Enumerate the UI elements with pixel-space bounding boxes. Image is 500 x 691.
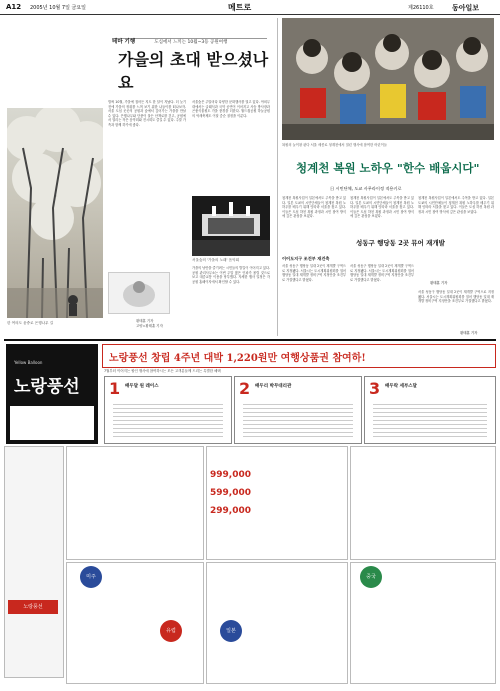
ginkgo-road-photo (7, 108, 103, 318)
ad-tag-2: 유럽 (160, 620, 182, 642)
cheonggye-byline: 황태훈 기자 (430, 281, 448, 285)
brand-promo-box (10, 406, 94, 440)
promo-number-2: 2 (239, 379, 251, 398)
theme-byline-2: 고양=황태훈 기자 (136, 324, 163, 328)
stage-photo-caption: 서울숲의 '가을의 노래' 음악회 (192, 258, 240, 262)
theme-kicker-bar (112, 28, 267, 45)
theme-byline-1: 황태훈 기자 (136, 319, 154, 323)
brand-sub-label: Yellow Balloon (14, 360, 43, 365)
promo-banner (102, 344, 496, 368)
promo-box-3 (364, 376, 496, 444)
cheonggye-body-col3: 청계천 복원사업이 일본에서도 주목을 받고 있다. 일본 도쿄의 시민단체들이 청계천 복원 노하우를 배우기 위해 잇따라 서울을 찾고 있다. 이들은 도심 하천 복원 과정과 시민 참여 방식에 깊은 관심을 보였다. (418, 196, 494, 214)
promo-box-2-list (243, 401, 353, 439)
ad-left-column (4, 446, 64, 678)
page-number: A12 (6, 3, 22, 11)
ad-price-2: 599,000 (210, 488, 251, 498)
ad-cell-2 (206, 446, 348, 560)
ginkgo-photo-caption: 한 여의도 윤중로 은행나무 길 (7, 321, 54, 325)
page-header (0, 0, 500, 15)
theme-title: 가을의 초대 받으셨나요 (118, 50, 269, 92)
promo-box-1 (104, 376, 232, 444)
seongdong-subhead: 이어도지구 조건부 재건축 (282, 256, 330, 261)
promo-box-1-title: 배두달 원 레이스 (125, 384, 159, 389)
ad-cell-1 (66, 446, 204, 560)
brand-panel (6, 344, 98, 444)
ad-price-1: 999,000 (210, 470, 251, 480)
theme-subhead: 도심에서 느끼는 10월~3등 공원여행 (154, 40, 228, 45)
ad-cell-3 (350, 446, 496, 560)
cheonggye-title: 청계천 복원 노하우 "한수 배웁시다" (296, 161, 480, 175)
promo-banner-note: 7월부터 이어지는 할인 행사에 참여하시는 모든 고객분들께 드리는 특별한 혜택 (104, 369, 221, 373)
theme-body-col1: 벌써 10월, 가을에 접어든 지도 한 달이 지났다. 더 늦기 전에 가을의 정취를 느껴 보기 위한 나들이를 떠나보자. 서울 도심 곳곳의 공원과 숲에서 깊어가는 가을을 만날 수 있다. 은행나무와 단풍이 물든 산책로를 걷고, 공원에서 열리는 작은 음악회와 전시회도 즐길 수 있다. 주말 가족과 함께 하기에 좋다. (108, 100, 186, 127)
seongdong-body-col2: 서울 성동구 행당동 일대 2곳이 재개발 구역으로 지정됐다. 서울시는 도시계획위원회를 열어 행당동 일대 재개발 정비구역 지정안을 조건부로 가결했다고 밝혔다. (350, 264, 414, 282)
seongdong-body-col3: 서울 성동구 행당동 일대 2곳이 재개발 구역으로 지정됐다. 서울시는 도시계획위원회를 열어 행당동 일대 재개발 정비구역 지정안을 조건부로 가결했다고 밝혔다. (418, 290, 494, 304)
ad-tag-1: 미주 (80, 566, 102, 588)
promo-box-1-list (113, 401, 223, 439)
promo-number-1: 1 (109, 379, 121, 398)
theme-bylines (136, 318, 266, 328)
seongdong-byline: 황태훈 기자 (460, 331, 478, 335)
ad-price-3: 299,000 (210, 506, 251, 516)
issue-number: 제26110호 (408, 5, 434, 11)
ad-phone-badge: 노랑풍선 (8, 600, 58, 614)
ad-tag-4: 중국 (360, 566, 382, 588)
ad-tag-3: 일본 (220, 620, 242, 642)
promo-number-3: 3 (369, 379, 381, 398)
promo-box-2 (234, 376, 362, 444)
concert-stage-photo (192, 196, 270, 256)
promo-box-3-title: 배두락 세부스달 (385, 384, 417, 389)
cheonggye-photo-caption: 복원의 늘이왕 판다 서울 세종로 청계천에서 열린 행사에 참여한 어린이들 (282, 143, 387, 147)
promo-box-3-list (373, 401, 487, 439)
promo-banner-text: 노랑풍선 창립 4주년 대박 1,220원만 여행상품권 참여하! (109, 353, 366, 364)
cheonggye-subhead: 日 시민단체, 도쿄 사무라이정 적용키로 (330, 186, 402, 191)
cheonggye-body-col1: 청계천 복원사업이 일본에서도 주목을 받고 있다. 일본 도쿄의 시민단체들이 청계천 복원 노하우를 배우기 위해 잇따라 서울을 찾고 있다. 이들은 도심 하천 복원 과정과 시민 참여 방식에 깊은 관심을 보였다. (282, 196, 346, 219)
brand-logo: 노랑풍선 (14, 377, 80, 397)
page-date: 2005년 10월 7일 금요일 (30, 5, 87, 11)
travel-ad-grid (4, 446, 496, 686)
promo-box-2-title: 배두리 박무대리관 (255, 384, 292, 389)
section-name: 메트로 (228, 3, 252, 12)
theme-kicker: 테마 기행 (112, 39, 136, 45)
seongdong-title: 성동구 행당동 2곳 뮤어 재개발 (356, 239, 445, 247)
cheonggye-body-col2: 청계천 복원사업이 일본에서도 주목을 받고 있다. 일본 도쿄의 시민단체들이 청계천 복원 노하우를 배우기 위해 잇따라 서울을 찾고 있다. 이들은 도심 하천 복원 과정과 시민 참여 방식에 깊은 관심을 보였다. (350, 196, 414, 219)
theme-body-col2: 서울숲은 주말마다 다양한 문화행사를 열고 있다. 야외무대에서는 클래식과 국악 공연이 이어지고 사슴 방사장과 곤충식물원도 가을 풍경을 더한다. 월드컵공원 하늘공원의 억새축제도 이달 중순 절정을 이룬다. (192, 100, 270, 118)
small-sculpture-photo (108, 272, 170, 314)
newspaper-name: 동아일보 (452, 3, 480, 12)
column-divider (277, 18, 278, 336)
ad-top-rule (4, 339, 496, 341)
theme-body-col3: 가을의 낭만을 즐기려는 시민들의 발길이 이어지고 있다. 공원 관리사무소는 이번 주말 많은 인파가 몰릴 것으로 보고 대중교통 이용을 당부했다. 자세한 행사 일정은 각 공원 홈페이지에서 확인할 수 있다. (192, 266, 270, 284)
cheonggye-children-photo (282, 18, 494, 140)
seongdong-body-col1: 서울 성동구 행당동 일대 2곳이 재개발 구역으로 지정됐다. 서울시는 도시계획위원회를 열어 행당동 일대 재개발 정비구역 지정안을 조건부로 가결했다고 밝혔다. (282, 264, 346, 282)
